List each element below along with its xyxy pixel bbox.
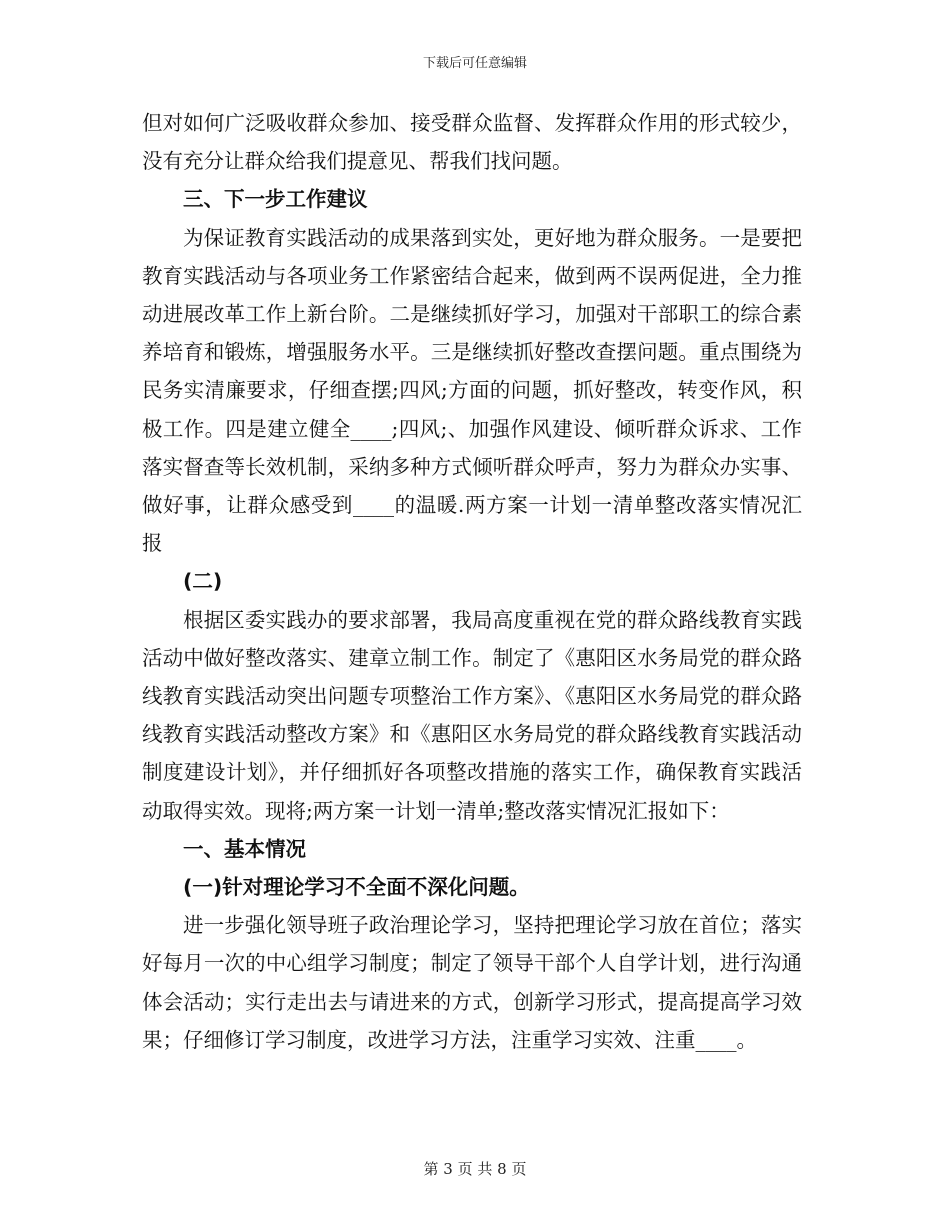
- paragraph-4: 进一步强化领导班子政治理论学习，坚持把理论学习放在首位；落实好每月一次的中心组学习制度；制定了领导干部个人自学计划，进行沟通体会活动；实行走出去与请进来的方式，创新学习形式，提高提高学习效果；仔细修订学习制度，改进学习方法，注重学习实效、注重____。: [142, 913, 802, 1052]
- paragraph-3: 根据区委实践办的要求部署，我局高度重视在党的群众路线教育实践活动中做好整改落实、建章立制工作。制定了《惠阳区水务局党的群众路线教育实践活动突出问题专项整治工作方案》、《惠阳区水务局党的群众路线教育实践活动整改方案》和《惠阳区水务局党的群众路线教育实践活动制度建设计划》，并仔细抓好各项整改措施的落实工作，确保教育实践活动取得实效。现将;两方案一计划一清单;整改落实情况汇报如下：: [142, 607, 802, 823]
- page-header: 下载后可任意编辑: [422, 56, 527, 71]
- subsection-heading-theory-study: (一)针对理论学习不全面不深化问题。: [183, 875, 530, 900]
- paragraph-2: 为保证教育实践活动的成果落到实处，更好地为群众服务。一是要把教育实践活动与各项业务工作紧密结合起来，做到两不误两促进，全力推动进展改革工作上新台阶。二是继续抓好学习，加强对干部职工的综合素养培育和锻炼，增强服务水平。三是继续抓好整改查摆问题。重点围绕为民务实清廉要求，仔细查摆;四风;方面的问题，抓好整改，转变作风，积极工作。四是建立健全____;四风;、加强作风建设、倾听群众诉求、工作落实督查等长效机制，采纳多种方式倾听群众呼声，努力为群众办实事、做好事，让群众感受到____的温暖.两方案一计划一清单整改落实情况汇报: [142, 225, 802, 556]
- paragraph-1: 但对如何广泛吸收群众参加、接受群众监督、发挥群众作用的形式较少，没有充分让群众给我们提意见、帮我们找问题。: [142, 111, 802, 174]
- page-number-footer: 第 3 页 共 8 页: [423, 1160, 527, 1178]
- section-heading-basic-situation: 一、基本情况: [183, 836, 306, 861]
- section-heading-next-steps: 三、下一步工作建议: [183, 187, 368, 212]
- document-body: [142, 104, 802, 1059]
- section-heading-part-two: (二): [183, 569, 223, 594]
